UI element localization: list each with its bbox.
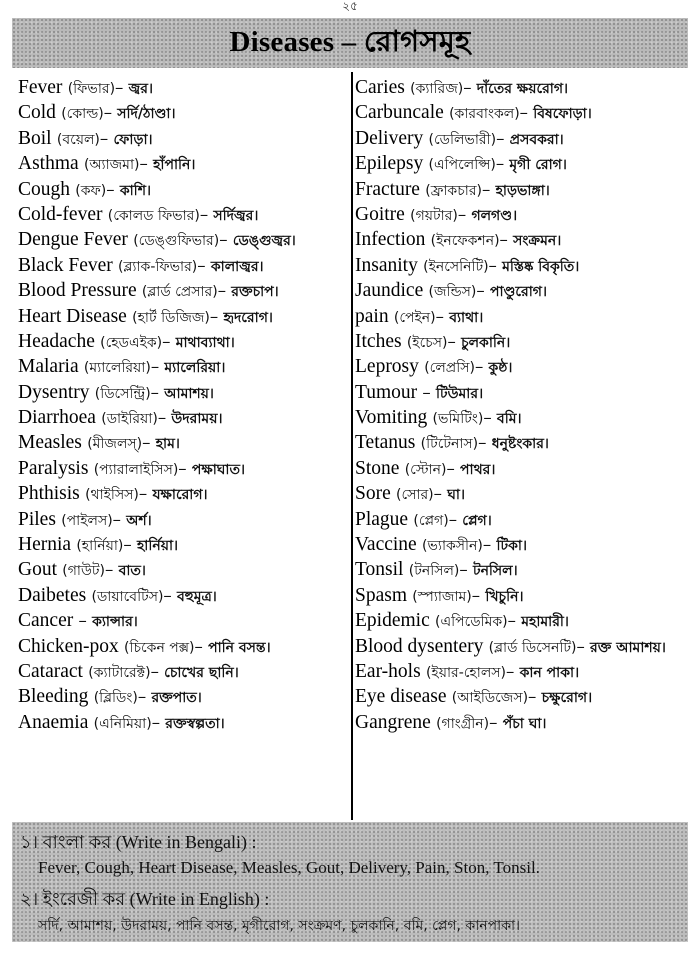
bengali-meaning: চোখের ছানি।	[164, 664, 239, 681]
vocab-entry: Headache (হেডএইক)– মাথাব্যাথা।	[18, 330, 235, 352]
vocab-entry: Cold-fever (কোলড ফিভার)– সর্দিজ্বর।	[18, 203, 259, 225]
vocab-entry: Epidemic (এপিডেমিক)– মহামারী।	[355, 610, 569, 632]
vocab-entry: Vaccine (ভ্যাকসীন)– টিকা।	[355, 534, 527, 556]
vocab-entry: Daibetes (ডায়াবেটিস)– বহুমূত্র।	[18, 584, 217, 606]
english-word: Anaemia	[18, 711, 89, 733]
pronunciation: (থাইসিস)	[85, 487, 139, 504]
bengali-meaning: কান পাকা।	[519, 664, 580, 681]
pronunciation: (গাংগ্রীন)	[436, 715, 490, 732]
english-word: Sore	[355, 483, 391, 505]
pronunciation: (হেডএইক)	[100, 334, 163, 351]
pronunciation: (টনসিল)	[408, 563, 460, 580]
bengali-meaning: হার্নিয়া।	[136, 538, 179, 555]
bengali-meaning: মহামারী।	[521, 614, 569, 631]
vocab-entry: Bleeding (ব্লিডিং)– রক্তপাত।	[18, 686, 202, 708]
exercise-words-1: Fever, Cough, Heart Disease, Measles, Gout, Delivery, Pain, Ston, Tonsil.	[38, 858, 540, 877]
vocab-entry: Tonsil (টনসিল)– টনসিল।	[355, 559, 518, 581]
pronunciation: (ক্যাটারেক্ট)	[88, 664, 151, 681]
bengali-meaning: হাম।	[155, 436, 180, 453]
english-word: Epilepsy	[355, 153, 424, 175]
vocab-entry: Infection (ইনফেকশন)– সংক্রমন।	[355, 229, 562, 251]
english-word: Insanity	[355, 254, 418, 276]
vocab-entry: Phthisis (থাইসিস)– যক্ষারোগ।	[18, 483, 208, 505]
english-word: Cold	[18, 102, 56, 124]
pronunciation: (প্যারালাইসিস)	[93, 461, 179, 478]
english-word: Measles	[18, 432, 82, 454]
bengali-meaning: প্লেগ।	[462, 512, 492, 529]
pronunciation: (ব্ল্যাক-ফিভার)	[118, 258, 198, 275]
pronunciation: (ফিভার)	[67, 81, 116, 97]
vocab-entry: Jaundice (জন্ডিস)– পাণ্ডুরোগ।	[355, 280, 547, 302]
bengali-meaning: কাশি।	[119, 182, 151, 199]
bengali-meaning: হৃদরোগ।	[223, 309, 273, 326]
english-word: Plague	[355, 508, 409, 530]
english-word: Diarrhoea	[18, 407, 96, 429]
vocab-entry: Itches (ইচেস)– চুলকানি।	[355, 330, 511, 352]
english-word: Heart Disease	[18, 305, 127, 327]
pronunciation: (স্টোন)	[404, 461, 447, 478]
pronunciation: (ইনফেকশন)	[430, 233, 500, 250]
page-title: Diseases – রোগসমূহ	[229, 25, 471, 58]
vocab-entry: Blood Pressure (ব্লার্ড প্রেসার)– রক্তচাপ।	[18, 280, 279, 302]
vocab-entry: Fever (ফিভার)– জ্বর।	[18, 77, 153, 98]
vocab-entry: Dysentry (ডিসেন্ট্রি)– আমাশয়।	[18, 381, 214, 403]
english-word: Daibetes	[18, 584, 87, 606]
bengali-meaning: টিকা।	[496, 538, 527, 555]
pronunciation: (ব্লার্ড প্রেসার)	[141, 284, 218, 301]
pronunciation: (গাউট)	[62, 563, 105, 580]
vocab-entry: Plague (প্লেগ)– প্লেগ।	[355, 508, 492, 530]
vocab-entry: Paralysis (প্যারালাইসিস)– পক্ষাঘাত।	[18, 457, 245, 479]
english-word: Fracture	[355, 178, 420, 200]
bengali-meaning: টনসিল।	[472, 563, 518, 580]
vocab-entry: Chicken-pox (চিকেন পক্স)– পানি বসন্ত।	[18, 635, 271, 657]
english-word: Gangrene	[355, 711, 431, 733]
pronunciation: (হার্নিয়া)	[76, 538, 124, 555]
vocab-entry: Tetanus (টিটেনাস)– ধনুষ্টংকার।	[355, 432, 549, 454]
english-word: Eye disease	[355, 686, 447, 708]
bengali-meaning: মাথাব্যাথা।	[175, 334, 235, 351]
pronunciation: (কোল্ড)	[61, 106, 104, 123]
column-divider	[351, 72, 353, 820]
english-word: Black Fever	[18, 254, 113, 276]
vocab-entry: Epilepsy (এপিলেপ্সি)– মৃগী রোগ।	[355, 153, 567, 175]
english-word: Cataract	[18, 660, 83, 682]
pronunciation: (ডায়াবেটিস)	[91, 588, 164, 605]
vocab-entry: Sore (সোর)– ঘা।	[355, 483, 465, 505]
english-word: Jaundice	[355, 280, 424, 302]
english-word: Dysentry	[18, 381, 90, 403]
pronunciation: (ম্যালেরিয়া)	[83, 360, 151, 377]
bengali-meaning: রক্তচাপ।	[231, 284, 279, 301]
bengali-meaning: বাত।	[118, 563, 146, 580]
vocab-entry: Spasm (স্প্যাজাম)– খিচুনি।	[355, 584, 524, 606]
english-word: Caries	[355, 77, 405, 98]
bengali-meaning: অর্শ।	[126, 512, 152, 529]
pronunciation: (মীজলস্)	[87, 436, 143, 453]
vocab-entry: Hernia (হার্নিয়া)– হার্নিয়া।	[18, 534, 179, 556]
pronunciation: (টিটেনাস)	[420, 436, 479, 453]
bengali-meaning: সর্দি/ঠাণ্ডা।	[117, 106, 176, 123]
pronunciation: (ব্লিডিং)	[93, 690, 138, 707]
pronunciation: (ডাইরিয়া)	[101, 411, 158, 428]
vocab-entry: Gout (গাউট)– বাত।	[18, 559, 146, 581]
pronunciation: (কোলড ফিভার)	[107, 207, 200, 224]
bengali-meaning: ক্যান্সার।	[92, 614, 138, 631]
bengali-meaning: পঁচা ঘা।	[502, 715, 547, 732]
english-word: Phthisis	[18, 483, 80, 505]
bengali-meaning: ফোড়া।	[113, 131, 153, 148]
bengali-meaning: পক্ষাঘাত।	[191, 461, 245, 478]
page-number: ২৫	[342, 0, 358, 13]
english-word: Malaria	[18, 356, 79, 378]
bengali-meaning: পাণ্ডুরোগ।	[489, 284, 547, 301]
english-word: Tonsil	[355, 559, 404, 581]
bengali-meaning: কালাজ্বর।	[210, 258, 264, 275]
english-word: Itches	[355, 330, 402, 352]
bengali-meaning: উদরাময়।	[171, 411, 223, 428]
vocab-entry: Diarrhoea (ডাইরিয়া)– উদরাময়।	[18, 407, 223, 429]
pronunciation: (আইডিজেস)	[451, 690, 529, 707]
english-word: Goitre	[355, 203, 405, 225]
vocab-entry: Vomiting (ভমিটিং)– বমি।	[355, 407, 522, 429]
bengali-meaning: চক্ষুরোগ।	[541, 690, 593, 707]
vocab-entry: Piles (পাইলস)– অর্শ।	[18, 508, 152, 530]
pronunciation: (ইনসেনিটি)	[423, 258, 489, 275]
pronunciation: (এপিলেপ্সি)	[428, 157, 496, 174]
english-word: Ear-hols	[355, 660, 421, 682]
english-word: Chicken-pox	[18, 635, 119, 657]
exercise-question-1: ১। বাংলা কর (Write in Bengali) :	[20, 832, 257, 852]
pronunciation: (অ্যাজমা)	[83, 157, 140, 174]
bengali-meaning: জ্বর।	[128, 81, 153, 97]
bengali-meaning: চুলকানি।	[461, 334, 511, 351]
pronunciation: (ফ্রাকচার)	[425, 182, 482, 199]
pronunciation: (বয়েল)	[56, 131, 100, 148]
bengali-meaning: বিষফোড়া।	[533, 106, 592, 123]
english-word: Cough	[18, 178, 71, 200]
pronunciation: (গয়টার)	[410, 207, 458, 224]
right-column	[355, 75, 688, 735]
bengali-meaning: গলগণ্ড।	[471, 207, 518, 224]
vocab-entry: pain (পেইন)– ব্যাথা।	[355, 305, 484, 327]
english-word: Tetanus	[355, 432, 416, 454]
english-word: pain	[355, 305, 389, 327]
left-column	[18, 75, 346, 735]
pronunciation: (ব্লার্ড ডিসেনটি)	[488, 639, 577, 656]
english-word: Cold-fever	[18, 203, 103, 225]
pronunciation: (সোর)	[396, 487, 434, 504]
english-word: Leprosy	[355, 356, 419, 378]
pronunciation: (লেপ্রসি)	[424, 360, 475, 377]
english-word: Headache	[18, 330, 95, 352]
pronunciation: (ইয়ার-হোলস)	[425, 664, 506, 681]
english-word: Piles	[18, 508, 56, 530]
vocab-entry: Leprosy (লেপ্রসি)– কুষ্ঠ।	[355, 356, 513, 378]
bengali-meaning: যক্ষারোগ।	[152, 487, 208, 504]
vocab-entry: Caries (ক্যারিজ)– দাঁতের ক্ষয়রোগ।	[355, 77, 569, 98]
pronunciation: (ক্যারিজ)	[410, 81, 464, 97]
vocab-entry: Stone (স্টোন)– পাথর।	[355, 457, 496, 479]
pronunciation: (চিকেন পক্স)	[124, 639, 195, 656]
english-word: Vaccine	[355, 534, 417, 556]
english-word: Carbuncale	[355, 102, 444, 124]
pronunciation: (পেইন)	[393, 309, 436, 326]
vocab-entry: Cancer – ক্যান্সার।	[18, 610, 138, 632]
bengali-meaning: পাথর।	[460, 461, 496, 478]
bengali-meaning: ধনুষ্টংকার।	[491, 436, 549, 453]
bengali-meaning: আমাশয়।	[164, 385, 214, 402]
bengali-meaning: মস্তিষ্ক বিকৃতি।	[502, 258, 580, 275]
bengali-meaning: মৃগী রোগ।	[509, 157, 567, 174]
english-word: Epidemic	[355, 610, 430, 632]
vocab-entry: Malaria (ম্যালেরিয়া)– ম্যালেরিয়া।	[18, 356, 226, 378]
english-word: Blood Pressure	[18, 280, 137, 302]
english-word: Fever	[18, 77, 63, 98]
english-word: Dengue Fever	[18, 229, 128, 251]
bengali-meaning: সংক্রমন।	[513, 233, 562, 250]
bengali-meaning: দাঁতের ক্ষয়রোগ।	[476, 81, 569, 97]
pronunciation: (এপিডেমিক)	[435, 614, 508, 631]
bengali-meaning: সর্দিজ্বর।	[213, 207, 259, 224]
bengali-meaning: রক্তপাত।	[151, 690, 202, 707]
english-word: Infection	[355, 229, 426, 251]
vocab-entry: Eye disease (আইডিজেস)– চক্ষুরোগ।	[355, 686, 593, 708]
bengali-meaning: টিউমার।	[436, 385, 484, 402]
pronunciation: (ইচেস)	[406, 334, 448, 351]
vocab-entry: Cold (কোল্ড)– সর্দি/ঠাণ্ডা।	[18, 102, 176, 124]
exercise-words-2: সর্দি, আমাশয়, উদরাময়, পানি বসন্ত, মৃগীরোগ, সংক্রমণ, চুলকানি, বমি, প্লেগ, কানপাকা।	[38, 918, 521, 934]
bengali-meaning: কুষ্ঠ।	[488, 360, 513, 377]
bengali-meaning: ম্যালেরিয়া।	[164, 360, 226, 377]
vocab-entry: Goitre (গয়টার)– গলগণ্ড।	[355, 203, 518, 225]
english-word: Blood dysentery	[355, 635, 484, 657]
vocab-entry: Blood dysentery (ব্লার্ড ডিসেনটি)– রক্ত আমাশয়।	[355, 635, 666, 657]
vocab-entry: Boil (বয়েল)– ফোড়া।	[18, 127, 153, 149]
exercise-question-2: ২। ইংরেজী কর (Write in English) :	[20, 889, 270, 909]
vocab-entry: Measles (মীজলস্)– হাম।	[18, 432, 180, 454]
english-word: Spasm	[355, 584, 408, 606]
pronunciation: (ভ্যাকসীন)	[422, 538, 483, 555]
bengali-meaning: ডেঙ্গুজ্বর।	[232, 233, 296, 250]
vocab-entry: Heart Disease (হার্ট ডিজিজ)– হৃদরোগ।	[18, 305, 273, 327]
vocab-entry: Anaemia (এনিমিয়া)– রক্তস্বল্পতা।	[18, 711, 225, 733]
bengali-meaning: হাঁপানি।	[153, 157, 196, 174]
pronunciation: (ভমিটিং)	[432, 411, 484, 428]
bengali-meaning: প্রসবকরা।	[509, 131, 564, 148]
pronunciation: (ডেঙ্গুফিভার)	[133, 233, 220, 250]
bengali-meaning: পানি বসন্ত।	[208, 639, 271, 656]
english-word: Paralysis	[18, 457, 89, 479]
vocab-entry: Cough (কফ)– কাশি।	[18, 178, 151, 200]
bengali-meaning: রক্তস্বল্পতা।	[165, 715, 225, 732]
english-word: Stone	[355, 457, 400, 479]
vocab-entry: Carbuncale (কারবাংকল)– বিষফোড়া।	[355, 102, 592, 124]
english-word: Asthma	[18, 153, 79, 175]
vocab-entry: Delivery (ডেলিভারী)– প্রসবকরা।	[355, 127, 564, 149]
vocab-entry: Dengue Fever (ডেঙ্গুফিভার)– ডেঙ্গুজ্বর।	[18, 229, 296, 251]
english-word: Boil	[18, 127, 52, 149]
pronunciation: (কফ)	[75, 182, 107, 199]
title-band	[12, 18, 688, 68]
vocab-entry: Insanity (ইনসেনিটি)– মস্তিষ্ক বিকৃতি।	[355, 254, 580, 276]
bengali-meaning: খিচুনি।	[485, 588, 524, 605]
bengali-meaning: হাড়ভাঙ্গা।	[495, 182, 550, 199]
bengali-meaning: বহুমূত্র।	[177, 588, 217, 605]
english-word: Hernia	[18, 534, 72, 556]
pronunciation: (জন্ডিস)	[428, 284, 477, 301]
vocab-entry: Gangrene (গাংগ্রীন)– পঁচা ঘা।	[355, 711, 547, 733]
english-word: Delivery	[355, 127, 424, 149]
english-word: Gout	[18, 559, 57, 581]
bengali-meaning: রক্ত আমাশয়।	[590, 639, 666, 656]
vocab-entry: Ear-hols (ইয়ার-হোলস)– কান পাকা।	[355, 660, 580, 682]
english-word: Tumour	[355, 381, 418, 403]
vocab-entry: Black Fever (ব্ল্যাক-ফিভার)– কালাজ্বর।	[18, 254, 264, 276]
pronunciation: (এনিমিয়া)	[93, 715, 152, 732]
pronunciation: (ডিসেন্ট্রি)	[94, 385, 151, 402]
english-word: Cancer	[18, 610, 74, 632]
vocab-entry: Asthma (অ্যাজমা)– হাঁপানি।	[18, 153, 196, 175]
vocabulary-table	[12, 72, 688, 820]
pronunciation: (কারবাংকল)	[449, 106, 520, 123]
pronunciation: (প্লেগ)	[413, 512, 449, 529]
bengali-meaning: বমি।	[496, 411, 522, 428]
bengali-meaning: ব্যাথা।	[449, 309, 484, 326]
bengali-meaning: ঘা।	[447, 487, 465, 504]
vocab-entry: Cataract (ক্যাটারেক্ট)– চোখের ছানি।	[18, 660, 239, 682]
pronunciation: (স্প্যাজাম)	[412, 588, 472, 605]
english-word: Bleeding	[18, 686, 89, 708]
english-word: Vomiting	[355, 407, 428, 429]
vocab-entry: Fracture (ফ্রাকচার)– হাড়ভাঙ্গা।	[355, 178, 550, 200]
vocab-entry: Tumour – টিউমার।	[355, 381, 484, 403]
exercise-box	[12, 822, 688, 942]
pronunciation: (পাইলস)	[61, 512, 113, 529]
pronunciation: (ডেলিভারী)	[428, 131, 497, 148]
pronunciation: (হার্ট ডিজিজ)	[132, 309, 210, 326]
